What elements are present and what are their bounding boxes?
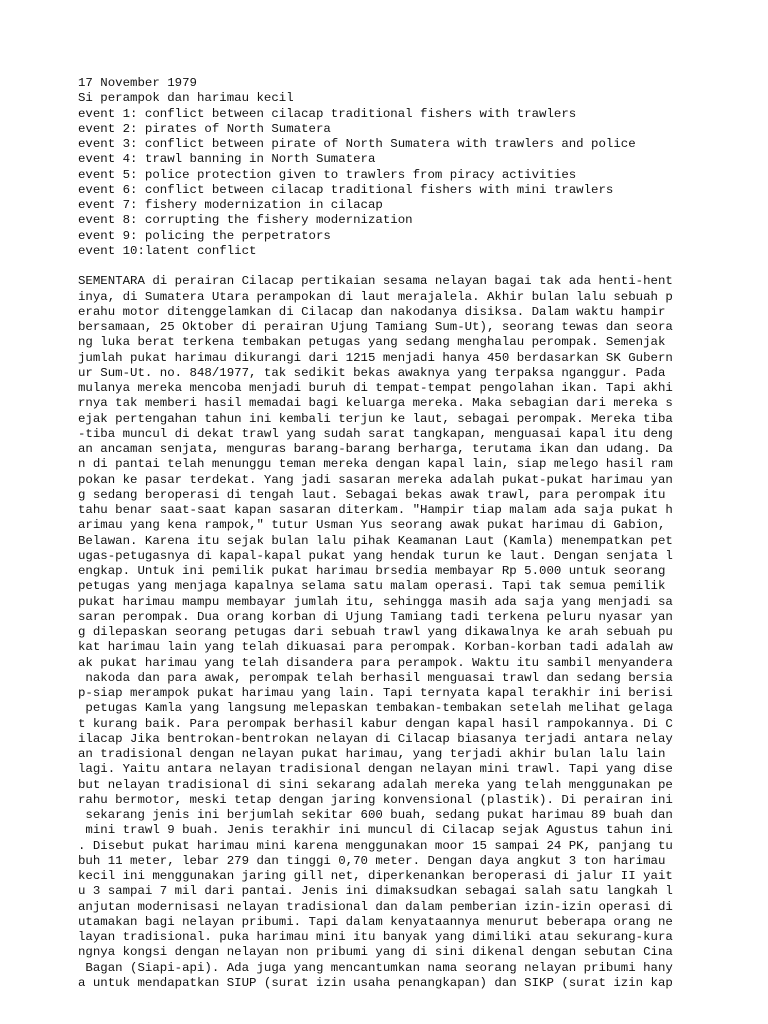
body-text-line: petugas Kamla yang langsung melepaskan tembakan-tembakan setelah melihat gelaga [78, 701, 673, 716]
event-item: event 7: fishery modernization in cilacap [78, 198, 383, 212]
body-text-line: saran perompak. Dua orang korban di Ujung Tamiang tadi terkena peluru nyasar yan [78, 609, 673, 624]
body-text-line: n di pantai telah menunggu teman mereka dengan kapal lain, siap melego hasil ram [78, 457, 673, 472]
body-text-line: t kurang baik. Para perompak berhasil kabur dengan kapal hasil rampokannya. Di C [78, 716, 673, 731]
body-text-line: but nelayan tradisional di sini sekarang adalah mereka yang telah menggunakan pe [78, 777, 673, 792]
body-text-line: mini trawl 9 buah. Jenis terakhir ini muncul di Cilacap sejak Agustus tahun ini [78, 823, 673, 838]
body-text-line: ugas-petugasnya di kapal-kapal pukat yang hendak turun ke laut. Dengan senjata l [78, 548, 673, 563]
body-text-line: lagi. Yaitu antara nelayan tradisional dengan nelayan mini trawl. Tapi yang dise [78, 762, 673, 777]
body-text-line: bersamaan, 25 Oktober di perairan Ujung Tamiang Sum-Ut), seorang tewas dan seora [78, 320, 673, 334]
body-text-line: g sedang beroperasi di tengah laut. Sebagai bekas awak trawl, para perompak itu [78, 487, 666, 502]
body-text-line: ur Sum-Ut. no. 848/1977, tak sedikit bekas awaknya yang terpaksa nganggur. Pada [78, 365, 666, 380]
event-item: event 9: policing the perpetrators [78, 228, 331, 243]
body-text-line: kecil ini menggunakan jaring gill net, diperkenankan beroperasi di jalur II yait [78, 869, 673, 883]
body-text-line: g dilepaskan seorang petugas dari sebuah trawl yang dikawalnya ke arah sebuah pu [78, 625, 673, 639]
event-item: event 8: corrupting the fishery modernization [78, 213, 413, 228]
event-item: event 10:latent conflict [78, 243, 257, 258]
body-text-line: pukat harimau mampu membayar jumlah itu, sehingga masih ada saja yang menjadi sa [78, 594, 673, 609]
body-text-line: arimau yang kena rampok," tutur Usman Yus seorang awak pukat harimau di Gabion, [78, 518, 666, 533]
body-text-line: SEMENTARA di perairan Cilacap pertikaian sesama nelayan bagai tak ada henti-hent [78, 274, 673, 289]
body-text-line: jumlah pukat harimau dikurangi dari 1215 menjadi hanya 450 berdasarkan SK Gubern [78, 350, 673, 365]
body-text-line: an tradisional dengan nelayan pukat harimau, yang terjadi akhir bulan lalu lain [78, 747, 666, 761]
body-text-line: inya, di Sumatera Utara perampokan di laut merajalela. Akhir bulan lalu sebuah p [78, 289, 673, 304]
body-text-line: kat harimau lain yang telah dikuasai para perompak. Korban-korban tadi adalah aw [78, 640, 673, 655]
article-date: 17 November 1979 [78, 76, 197, 90]
document-page [78, 76, 718, 991]
body-text-line: ngnya kongsi dengan nelayan non pribumi yang di sini dikenal dengan sebutan Cina [78, 945, 673, 960]
body-text-line: rahu bermotor, meski tetap dengan jaring konvensional (plastik). Di perairan ini [78, 792, 673, 807]
body-text-line: u 3 sampai 7 mil dari pantai. Jenis ini dimaksudkan sebagai salah satu langkah l [78, 884, 673, 899]
paragraph-gap [78, 259, 718, 274]
body-text-line: anjutan modernisasi nelayan tradisional dan dalam pemberian izin-izin operasi di [78, 899, 673, 914]
body-text-line: Bagan (Siapi-api). Ada juga yang mencantumkan nama seorang nelayan pribumi hany [78, 960, 673, 975]
event-item: event 4: trawl banning in North Sumatera [78, 152, 376, 167]
body-text-line: Belawan. Karena itu sejak bulan lalu pihak Keamanan Laut (Kamla) menempatkan pet [78, 533, 673, 548]
body-text-line: erahu motor ditenggelamkan di Cilacap dan nakodanya disiksa. Dalam waktu hampir [78, 304, 666, 319]
body-text-line: buh 11 meter, lebar 279 dan tinggi 0,70 meter. Dengan daya angkut 3 ton harimau [78, 853, 666, 868]
body-text-line: nakoda dan para awak, perompak telah berhasil menguasai trawl dan sedang bersia [78, 670, 673, 685]
body-text-line: an ancaman senjata, menguras barang-barang berharga, terutama ikan dan udang. Da [78, 442, 673, 456]
body-text-line: ng luka berat terkena tembakan petugas yang sedang menghalau perompak. Semenjak [78, 335, 666, 350]
event-item: event 6: conflict between cilacap traditional fishers with mini trawlers [78, 182, 614, 197]
event-item: event 1: conflict between cilacap traditional fishers with trawlers [78, 106, 577, 121]
body-text-line: -tiba muncul di dekat trawl yang sudah sarat tangkapan, menguasai kapal itu deng [78, 426, 673, 441]
body-text-line: . Disebut pukat harimau mini karena menggunakan moor 15 sampai 24 PK, panjang tu [78, 838, 673, 853]
body-text-line: mulanya mereka mencoba menjadi buruh di tempat-tempat pengolahan ikan. Tapi akhi [78, 381, 673, 395]
event-item: event 5: police protection given to trawlers from piracy activities [78, 167, 577, 182]
body-text-line: sekarang jenis ini berjumlah sekitar 600 buah, sedang pukat harimau 89 buah dan [78, 808, 673, 822]
body-text-line: utamakan bagi nelayan pribumi. Tapi dalam kenyataannya menurut beberapa orang ne [78, 914, 673, 929]
body-text-line: pokan ke pasar terdekat. Yang jadi sasaran mereka adalah pukat-pukat harimau yan [78, 472, 673, 487]
body-text-line: p-siap merampok pukat harimau yang lain. Tapi ternyata kapal terakhir ini berisi [78, 686, 673, 700]
body-text-line: petugas yang menjaga kapalnya selama satu malam operasi. Tapi tak semua pemilik [78, 579, 666, 594]
body-text-line: a untuk mendapatkan SIUP (surat izin usaha penangkapan) dan SIKP (surat izin kap [78, 975, 673, 990]
body-text-line: engkap. Untuk ini pemilik pukat harimau brsedia membayar Rp 5.000 untuk seorang [78, 564, 666, 578]
article-body [78, 274, 718, 991]
event-item: event 2: pirates of North Sumatera [78, 121, 331, 136]
body-text-line: ak pukat harimau yang telah disandera para perampok. Waktu itu sambil menyandera [78, 655, 673, 670]
body-text-line: tahu benar saat-saat kapan sasaran diterkam. "Hampir tiap malam ada saja pukat h [78, 503, 673, 517]
body-text-line: layan tradisional. puka harimau mini itu banyak yang dimiliki atau sekurang-kura [78, 930, 673, 944]
body-text-line: ilacap Jika bentrokan-bentrokan nelayan di Cilacap biasanya terjadi antara nelay [78, 731, 673, 746]
body-text-line: ejak pertengahan tahun ini kembali terjun ke laut, sebagai perompak. Mereka tiba [78, 411, 673, 426]
article-title: Si perampok dan harimau kecil [78, 91, 294, 106]
event-list [78, 107, 718, 260]
event-item: event 3: conflict between pirate of North Sumatera with trawlers and police [78, 137, 636, 151]
body-text-line: rnya tak memberi hasil memadai bagi keluarga mereka. Maka sebagian dari mereka s [78, 396, 673, 411]
